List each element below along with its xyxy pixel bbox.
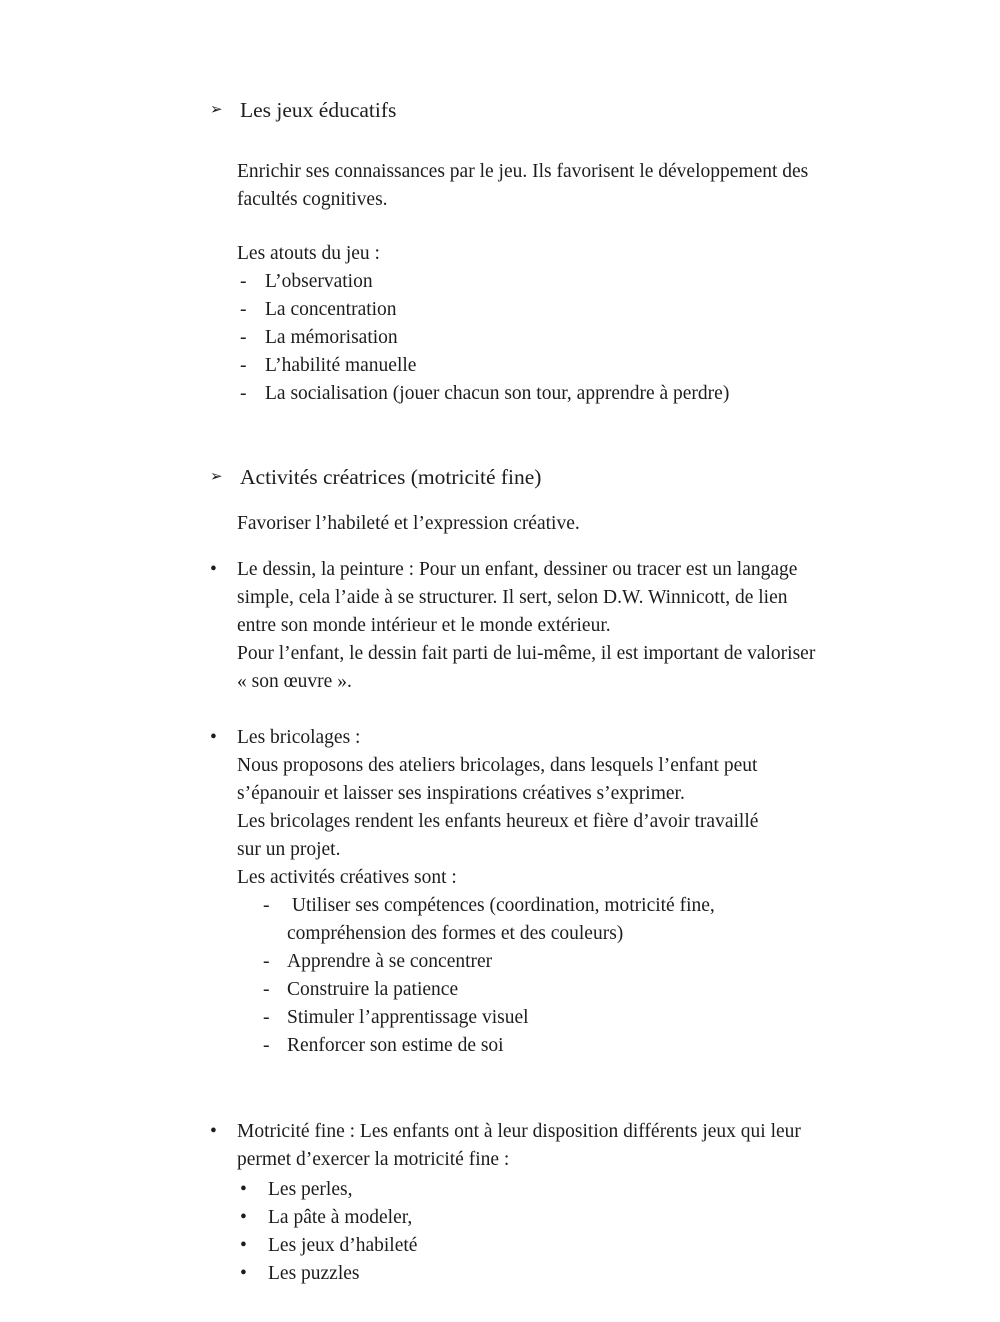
round-bullet-icon: • (210, 559, 217, 580)
round-bullet-icon: • (210, 1121, 217, 1142)
bullet-text (237, 724, 758, 892)
list-item (263, 1004, 1000, 1032)
round-bullet-icon: • (210, 727, 217, 748)
list-item-text: Les perles, (268, 1179, 353, 1200)
list-item-text: L’habilité manuelle (265, 355, 417, 376)
list-item (240, 1176, 1000, 1204)
list-item (263, 1032, 1000, 1060)
list-item-text (287, 976, 458, 1004)
text-line: compréhension des formes et des couleurs) (287, 923, 624, 944)
text-line: Enrichir ses connaissances par le jeu. Ils favorisent le développement des (237, 161, 809, 182)
list-item-text: L’observation (265, 271, 373, 292)
list-item-text: La concentration (265, 299, 397, 320)
list-item (240, 380, 1000, 408)
text-line: Construire la patience (287, 979, 459, 1000)
list-item (240, 1232, 1000, 1260)
round-bullet-icon: • (240, 1179, 247, 1200)
dash-marker: - (263, 951, 270, 972)
text-line: Stimuler l’apprentissage visuel (287, 1007, 529, 1028)
list-item (240, 352, 1000, 380)
text-line: entre son monde intérieur et le monde extérieur. (237, 615, 611, 636)
paragraph-favoriser (237, 510, 1000, 538)
section-heading-jeux-educatifs (210, 95, 1000, 125)
round-bullet-icon: • (240, 1207, 247, 1228)
list-item-text: Les jeux d’habileté (268, 1235, 418, 1256)
list-atouts-du-jeu (0, 268, 1000, 408)
list-item (240, 296, 1000, 324)
dash-marker: - (263, 979, 270, 1000)
text-line: Renforcer son estime de soi (287, 1035, 504, 1056)
list-item-text (287, 1004, 529, 1032)
dash-marker: - (263, 895, 270, 916)
list-item-text: La mémorisation (265, 327, 398, 348)
text-line: Nous proposons des ateliers bricolages, dans lesquels l’enfant peut (237, 755, 758, 776)
dash-marker: - (240, 327, 247, 348)
text-line: Motricité fine : Les enfants ont à leur disposition différents jeux qui leur (237, 1121, 801, 1142)
list-item (263, 892, 1000, 948)
heading-text: Activités créatrices (motricité fine) (240, 465, 542, 489)
list-item (263, 976, 1000, 1004)
paragraph-enrichir (237, 158, 1000, 214)
bullet-block-bricolages (210, 724, 1000, 892)
list-item-text: Les puzzles (268, 1263, 360, 1284)
text-line: s’épanouir et laisser ses inspirations créatives s’exprimer. (237, 783, 685, 804)
list-item (240, 1204, 1000, 1232)
bullet-text (237, 556, 815, 696)
section-heading-activites-creatrices (210, 462, 1000, 492)
text-line: Pour l’enfant, le dessin fait parti de lui-même, il est important de valoriser (237, 643, 816, 664)
text-line: permet d’exercer la motricité fine : (237, 1149, 510, 1170)
text-line: facultés cognitives. (237, 189, 388, 210)
text-line: Utiliser ses compétences (coordination, motricité fine, (287, 895, 715, 916)
text-line: Les activités créatives sont : (237, 867, 457, 888)
list-item-text (287, 892, 715, 948)
list-activites-creatives (0, 892, 1000, 1060)
dash-marker: - (263, 1035, 270, 1056)
dash-marker: - (240, 355, 247, 376)
text-line: « son œuvre ». (237, 671, 352, 692)
bullet-block-dessin-peinture (210, 556, 1000, 696)
list-item (263, 948, 1000, 976)
list-item (240, 268, 1000, 296)
bullet-text (237, 1118, 801, 1174)
text-line: simple, cela l’aide à se structurer. Il sert, selon D.W. Winnicott, de lien (237, 587, 788, 608)
text-line: Les bricolages : (237, 727, 361, 748)
text-line: Le dessin, la peinture : Pour un enfant, dessiner ou tracer est un langage (237, 559, 798, 580)
list-item-text: La socialisation (jouer chacun son tour, apprendre à perdre) (265, 383, 730, 404)
text-line: Favoriser l’habileté et l’expression créative. (237, 513, 580, 534)
list-item-text: La pâte à modeler, (268, 1207, 413, 1228)
round-bullet-icon: • (240, 1235, 247, 1256)
dash-marker: - (240, 383, 247, 404)
list-motricite-jeux (0, 1176, 1000, 1288)
dash-marker: - (263, 1007, 270, 1028)
arrow-bullet-icon: ➢ (210, 469, 223, 485)
list-item (240, 324, 1000, 352)
text-line: Les bricolages rendent les enfants heureux et fière d’avoir travaillé (237, 811, 759, 832)
paragraph-atouts-title: Les atouts du jeu : (237, 243, 380, 264)
arrow-bullet-icon: ➢ (210, 102, 223, 118)
heading-text: Les jeux éducatifs (240, 98, 397, 122)
text-line: Apprendre à se concentrer (287, 951, 493, 972)
round-bullet-icon: • (240, 1263, 247, 1284)
list-item-text (287, 948, 492, 976)
text-line: sur un projet. (237, 839, 341, 860)
list-item (240, 1260, 1000, 1288)
list-item-text (287, 1032, 504, 1060)
bullet-block-motricite-fine (210, 1118, 1000, 1174)
dash-marker: - (240, 271, 247, 292)
dash-marker: - (240, 299, 247, 320)
